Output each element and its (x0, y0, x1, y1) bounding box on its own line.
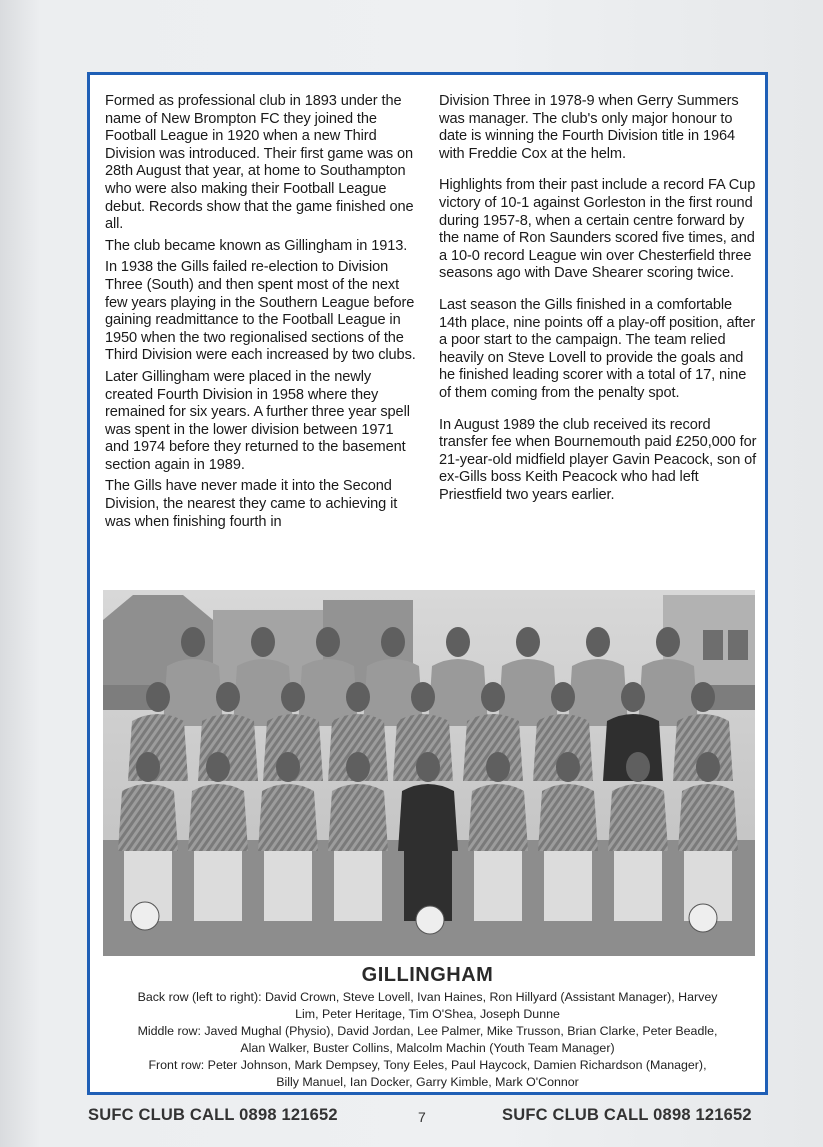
caption-line: Alan Walker, Buster Collins, Malcolm Machin (Youth Team Manager) (240, 1041, 615, 1055)
team-name-heading: GILLINGHAM (361, 964, 494, 986)
caption-line: Middle row: Javed Mughal (Physio), David Jordan, Lee Palmer, Mike Trusson, Brian Clarke, Peter Beadle, (137, 1024, 718, 1038)
article-frame (87, 72, 768, 1095)
page-number: 7 (418, 1109, 426, 1125)
article-paragraph: In August 1989 the club received its record transfer fee when Bournemouth paid £250,000 for 21-year-old midfield player Gavin Peacock, son of ex-Gills boss Keith Peacock who had left Priestfield two years earlier. (439, 416, 757, 503)
caption-line: Lim, Peter Heritage, Tim O'Shea, Joseph Dunne (295, 1007, 560, 1021)
photo-caption (100, 989, 755, 1091)
article-paragraph: The Gills have never made it into the Second Division, the nearest they came to achieving it was when finishing fourth in (105, 478, 398, 530)
article-right-column (439, 93, 757, 518)
footer-clubcall-right: SUFC CLUB CALL 0898 121652 (502, 1106, 752, 1124)
article-paragraph: Formed as professional club in 1893 under the name of New Brompton FC they joined the Football League in 1920 when a new Third Division was introduced. Their first game was on 28th August that year, at home to Southampton who were also making their Football League debut. Records show that the game finished one all. (105, 93, 414, 233)
article-paragraph: Last season the Gills finished in a comfortable 14th place, nine points off a play-off position, after a poor start to the campaign. The team relied heavily on Steve Lovell to provide the goals and he finished leading scorer with a total of 17, nine of them coming from the penalty spot. (439, 296, 756, 401)
caption-line: Billy Manuel, Ian Docker, Garry Kimble, Mark O'Connor (276, 1075, 579, 1089)
team-photo (103, 590, 755, 956)
article-paragraph: The club became known as Gillingham in 1913. (105, 237, 408, 254)
caption-line: Front row: Peter Johnson, Mark Dempsey, Tony Eeles, Paul Haycock, Damien Richardson (Manager), (148, 1058, 707, 1072)
article-left-column (105, 93, 417, 535)
article-paragraph: Highlights from their past include a record FA Cup victory of 10-1 against Gorleston in the first round during 1957-8, when a certain centre forward by the name of Ron Saunders scored five times, and a 10-0 record League win over Chesterfield three seasons ago with Dave Shearer scoring twice. (439, 177, 756, 282)
footer-clubcall-left: SUFC CLUB CALL 0898 121652 (88, 1106, 338, 1124)
article-paragraph: Division Three in 1978-9 when Gerry Summers was manager. The club's only major honour to date is winning the Fourth Division title in 1964 with Freddie Cox at the helm. (439, 93, 739, 162)
article-paragraph: In 1938 the Gills failed re-election to Division Three (South) and then spent most of the next few years playing in the Southern League before gaining readmittance to the Football League in 1950 when the two regionalised sections of the Third Division were each increased by two clubs. (105, 259, 416, 364)
article-paragraph: Later Gillingham were placed in the newly created Fourth Division in 1958 where they remained for six years. A further three year spell was spent in the lower division between 1971 and 1974 before they returned to the basement section again in 1989. (105, 368, 410, 473)
caption-line: Back row (left to right): David Crown, Steve Lovell, Ivan Haines, Ron Hillyard (Assistant Manager), Harvey (137, 990, 718, 1004)
